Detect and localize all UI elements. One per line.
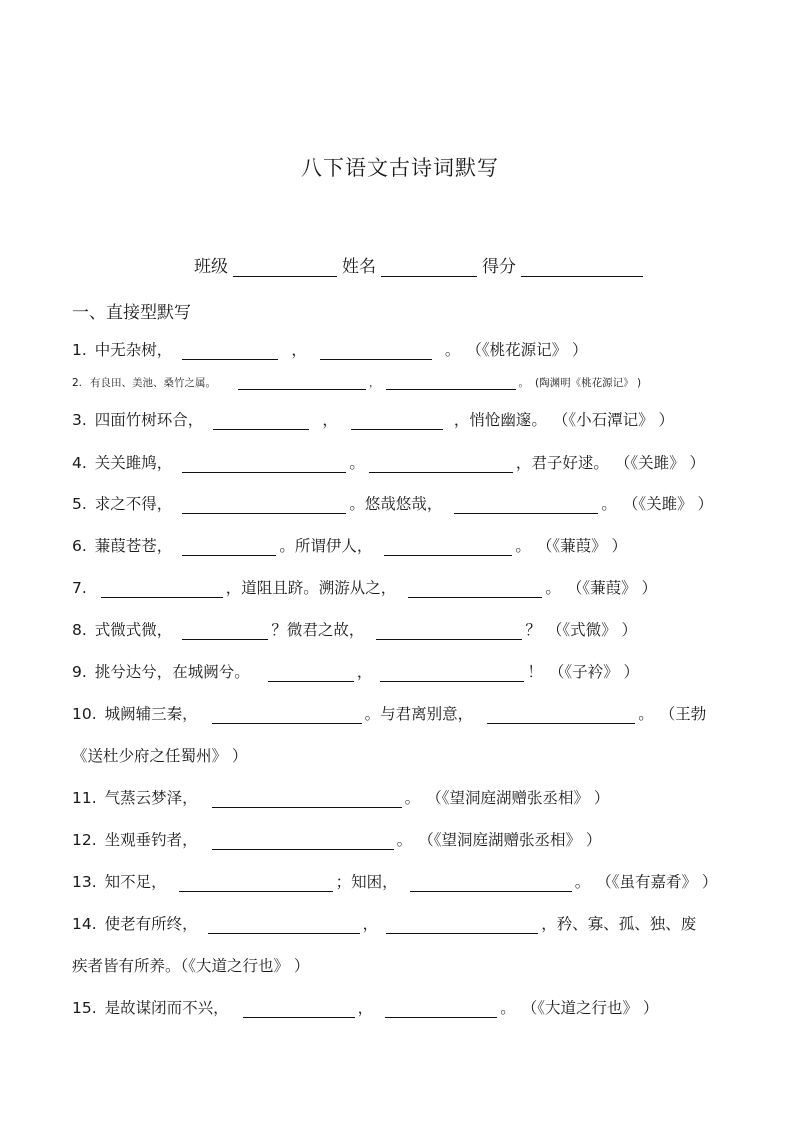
question-number: 3. xyxy=(72,411,87,429)
question-text: ，道阻且跻。溯游从之， xyxy=(225,579,397,597)
question-text: 。 xyxy=(638,705,654,723)
answer-blank[interactable] xyxy=(212,789,402,808)
source-citation: （《大道之行也》 ） xyxy=(521,999,659,1017)
source-citation: （《虽有嘉肴》 ） xyxy=(596,873,718,891)
question-text: 。 xyxy=(349,454,365,472)
question-text: 中无杂树， xyxy=(94,341,173,359)
question-number: 2. xyxy=(72,377,83,389)
question-text: 求之不得， xyxy=(94,495,173,513)
question-6 xyxy=(72,536,627,556)
question-number: 5. xyxy=(72,495,87,513)
question-text: ，君子好逑。 xyxy=(515,454,609,472)
question-12 xyxy=(72,830,601,850)
answer-blank[interactable] xyxy=(351,411,443,430)
question-text: 挑兮达兮，在城阙兮。 xyxy=(94,663,250,681)
question-number: 6. xyxy=(72,537,87,555)
question-number: 10. xyxy=(72,705,97,723)
question-text: 。 xyxy=(518,377,530,389)
question-9 xyxy=(72,662,639,682)
answer-blank[interactable] xyxy=(376,621,522,640)
answer-blank[interactable] xyxy=(213,411,309,430)
question-number: 8. xyxy=(72,621,87,639)
class-label: 班级 xyxy=(194,257,228,277)
question-text: 。 xyxy=(500,999,516,1017)
answer-blank[interactable] xyxy=(182,495,346,514)
question-text: ， xyxy=(291,341,307,359)
question-8 xyxy=(72,620,637,640)
question-text: 是故谋闭而不兴， xyxy=(104,999,229,1017)
question-text: 城阙辅三秦， xyxy=(104,705,198,723)
question-text: ？ xyxy=(525,621,541,639)
source-citation: （《望洞庭湖赠张丞相》 ） xyxy=(418,831,602,849)
class-blank[interactable] xyxy=(233,258,337,277)
score-blank[interactable] xyxy=(521,258,643,277)
question-text: 气蒸云梦泽， xyxy=(104,789,198,807)
question-text: ， xyxy=(369,377,380,389)
question-7 xyxy=(72,578,657,598)
answer-blank[interactable] xyxy=(182,341,278,360)
question-text: ，矜、寡、孤、独、废 xyxy=(541,915,697,933)
question-text: 关关雎鸠， xyxy=(94,454,173,472)
answer-blank[interactable] xyxy=(408,579,542,598)
question-text: 知不足， xyxy=(104,873,167,891)
answer-blank[interactable] xyxy=(212,705,362,724)
question-text: 。 xyxy=(404,789,421,807)
question-text: ？微君之故， xyxy=(271,621,365,639)
answer-blank[interactable] xyxy=(385,999,497,1018)
answer-blank[interactable] xyxy=(212,831,394,850)
question-text: 有良田、美池、桑竹之属。 xyxy=(90,377,217,389)
question-text: ，悄怆幽邃。 xyxy=(453,411,547,429)
answer-blank[interactable] xyxy=(320,341,432,360)
question-text: 。所谓伊人， xyxy=(279,537,373,555)
question-15 xyxy=(72,998,658,1018)
answer-blank[interactable] xyxy=(454,495,598,514)
question-text: ， xyxy=(322,411,338,429)
question-text: 。 xyxy=(574,873,591,891)
answer-blank[interactable] xyxy=(384,537,512,556)
answer-blank[interactable] xyxy=(182,621,268,640)
question-14-continuation xyxy=(72,956,309,976)
question-10 xyxy=(72,704,706,724)
question-1 xyxy=(72,340,588,360)
question-2 xyxy=(72,376,641,390)
answer-blank[interactable] xyxy=(101,579,223,598)
source-citation: （《式微》 ） xyxy=(546,621,638,639)
source-citation: （王勃 xyxy=(659,705,707,723)
question-11 xyxy=(72,788,609,808)
question-text: 疾者皆有所养。（《大道之行也》 ） xyxy=(72,957,310,975)
answer-blank[interactable] xyxy=(386,915,538,934)
answer-blank[interactable] xyxy=(179,873,333,892)
source-citation: （《关雎》 ） xyxy=(614,454,706,472)
source-citation: （《望洞庭湖赠张丞相》 ） xyxy=(426,789,610,807)
question-number: 13. xyxy=(72,873,97,891)
answer-blank[interactable] xyxy=(238,377,366,390)
question-text: ， xyxy=(356,663,373,681)
question-text: 。 xyxy=(515,537,531,555)
page-title: 八下语文古诗词默写 xyxy=(301,156,499,180)
answer-blank[interactable] xyxy=(410,873,572,892)
source-citation: （《蒹葭》 ） xyxy=(536,537,628,555)
source-citation: （《小石潭记》 ） xyxy=(552,411,675,429)
question-text: 使老有所终， xyxy=(104,915,198,933)
source-citation: （《子衿》 ） xyxy=(548,663,640,681)
score-label: 得分 xyxy=(482,257,516,277)
question-number: 11. xyxy=(72,789,97,807)
question-text: ， xyxy=(357,999,374,1017)
question-text: ， xyxy=(362,915,379,933)
question-text: ；知困， xyxy=(335,873,398,891)
answer-blank[interactable] xyxy=(182,454,346,473)
source-citation: （《蒹葭》 ） xyxy=(566,579,658,597)
answer-blank[interactable] xyxy=(380,663,524,682)
answer-blank[interactable] xyxy=(243,999,355,1018)
answer-blank[interactable] xyxy=(369,454,513,473)
question-number: 4. xyxy=(72,454,87,472)
question-14 xyxy=(72,914,696,934)
question-text: 。 xyxy=(444,341,461,359)
question-number: 7. xyxy=(72,579,87,597)
question-text: 。悠哉悠哉， xyxy=(349,495,443,513)
name-blank[interactable] xyxy=(381,258,477,277)
question-3 xyxy=(72,410,674,430)
question-number: 9. xyxy=(72,663,87,681)
question-text: 式微式微， xyxy=(94,621,173,639)
question-text: 。 xyxy=(396,831,413,849)
question-13 xyxy=(72,872,717,892)
name-label: 姓名 xyxy=(342,257,376,277)
question-5 xyxy=(72,494,713,514)
question-text: 。 xyxy=(545,579,561,597)
source-citation: 《送杜少府之任蜀州》 ） xyxy=(72,747,248,765)
question-text: 。与君离别意， xyxy=(364,705,474,723)
question-number: 12. xyxy=(72,831,97,849)
answer-blank[interactable] xyxy=(208,915,360,934)
answer-blank[interactable] xyxy=(268,663,354,682)
question-4 xyxy=(72,453,705,473)
answer-blank[interactable] xyxy=(487,705,635,724)
source-citation: (陶渊明《桃花源记》 ) xyxy=(535,377,642,389)
question-text: 坐观垂钓者， xyxy=(104,831,198,849)
question-number: 1. xyxy=(72,341,87,359)
question-text: 蒹葭苍苍， xyxy=(94,537,173,555)
source-citation: （《关雎》 ） xyxy=(622,495,714,513)
student-info-row xyxy=(192,252,646,277)
source-citation: （《桃花源记》 ） xyxy=(466,341,588,359)
question-number: 15. xyxy=(72,999,97,1017)
question-number: 14. xyxy=(72,915,97,933)
question-text: 。 xyxy=(601,495,617,513)
question-text: ！ xyxy=(527,663,543,681)
question-10-continuation xyxy=(72,746,247,766)
section-heading: 一、直接型默写 xyxy=(72,303,191,323)
question-text: 四面竹树环合， xyxy=(94,411,204,429)
answer-blank[interactable] xyxy=(182,537,276,556)
answer-blank[interactable] xyxy=(386,377,516,390)
